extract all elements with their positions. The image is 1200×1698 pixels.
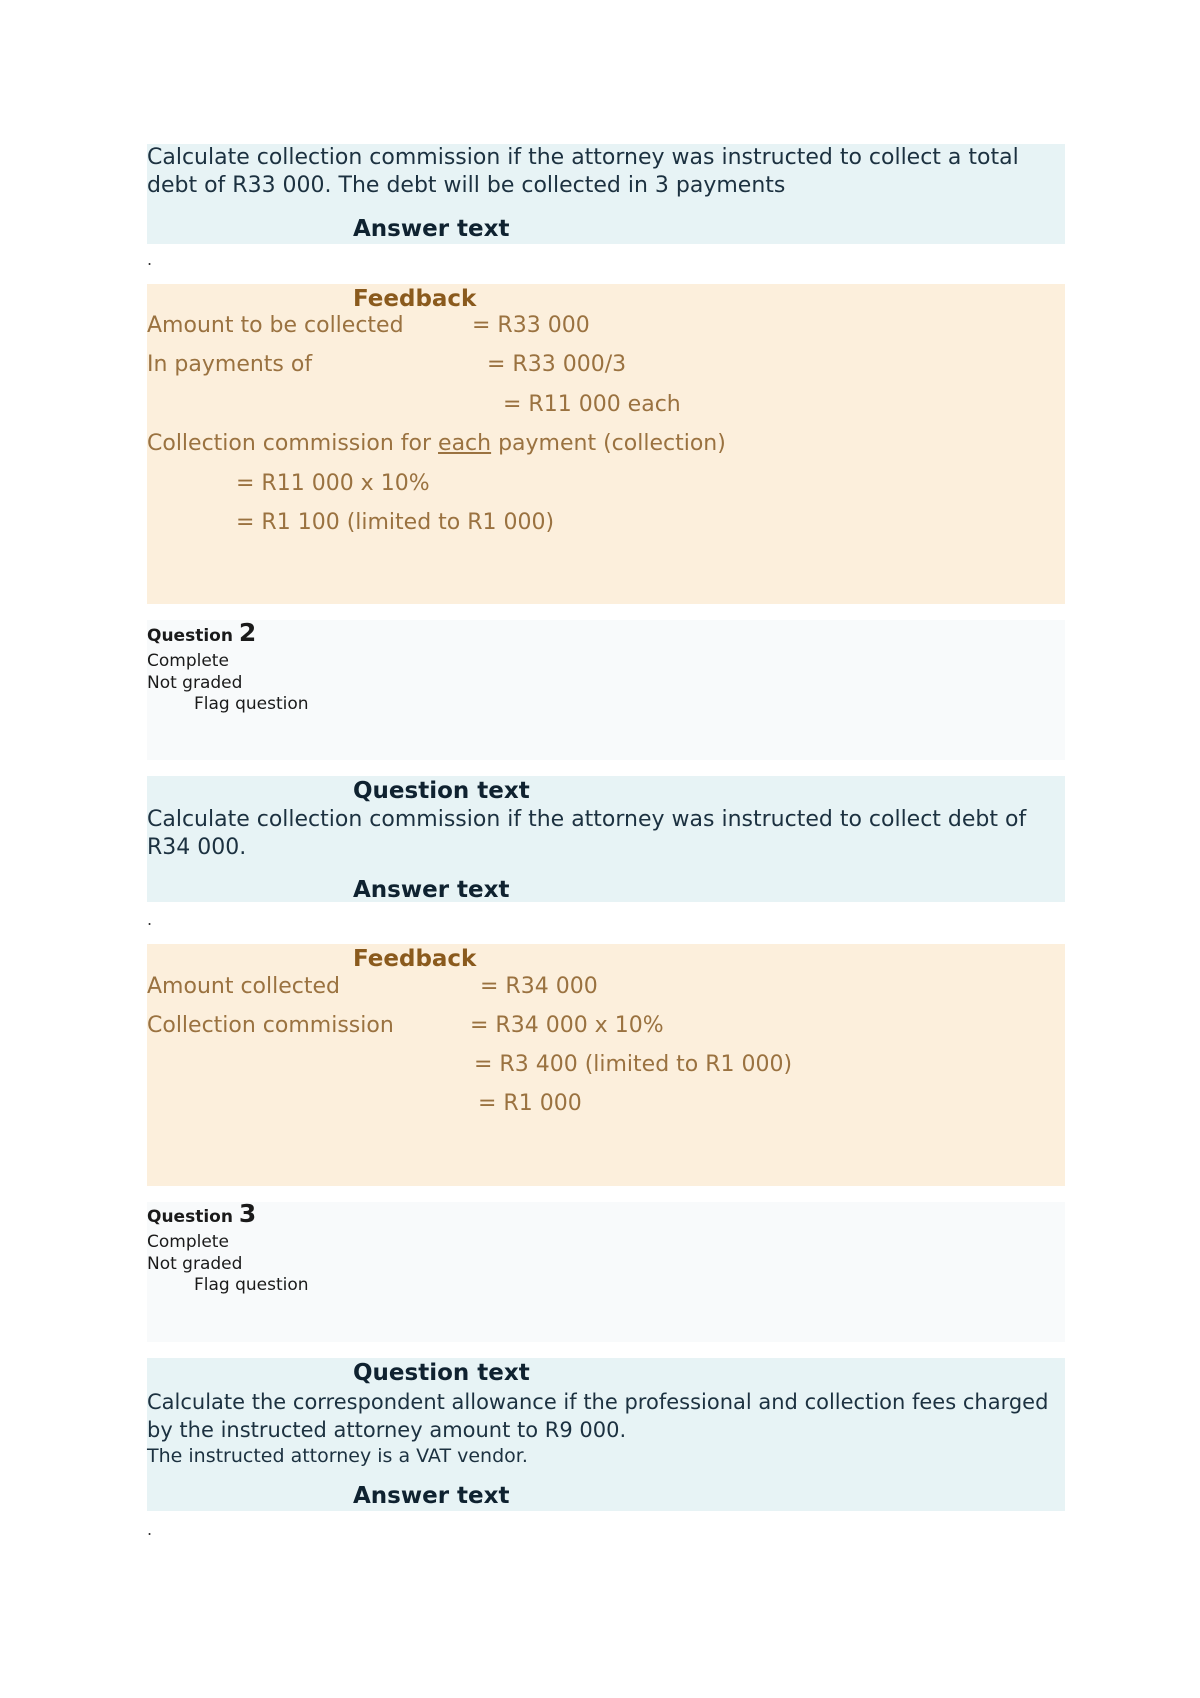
question3-info-panel [147,1202,1065,1342]
feedback2-row1-label: Amount collected [147,974,340,999]
question3-label: Question [147,1207,233,1227]
question3-flag-question-link[interactable]: Flag question [194,1275,309,1295]
question2-status: Complete [147,651,229,671]
question2-grade: Not graded [147,673,243,693]
question3-answer-value: . [147,1520,153,1539]
question2-answer-heading: Answer text [353,877,510,903]
question2-text: Calculate collection commission if the attorney was instructed to collect debt of R34 000. [147,807,1027,860]
feedback2-row1-value: = R34 000 [480,974,598,999]
feedback2-row3-value: = R3 400 (limited to R1 000) [474,1052,793,1077]
feedback1-row3-value: = R11 000 each [503,392,681,417]
question1-feedback-heading: Feedback [353,286,477,312]
question2-info-panel [147,620,1065,760]
question2-number [147,618,257,647]
question2-text-heading: Question text [353,778,530,804]
feedback1-row4-post: payment (collection) [491,431,726,456]
question1-answer-heading: Answer text [353,216,510,242]
feedback1-row4 [147,429,726,459]
question3-status: Complete [147,1232,229,1252]
feedback2-row2-label: Collection commission [147,1013,394,1038]
question3-text-heading: Question text [353,1360,530,1386]
question2-flag-question-link[interactable]: Flag question [194,694,309,714]
feedback1-row2-label: In payments of [147,352,313,377]
question1-text: Calculate collection commission if the attorney was instructed to collect a total debt of R33 000. The debt will be collected in 3 payments [147,145,1019,198]
feedback1-row5-value: = R11 000 x 10% [236,471,430,496]
question3-number-value: 3 [238,1199,257,1228]
question3-text-line2: The instructed attorney is a VAT vendor. [147,1445,528,1467]
question3-text-line1: Calculate the correspondent allowance if the professional and collection fees charged by the instructed attorney amount to R9 000. [147,1390,1049,1442]
question2-label: Question [147,626,233,646]
feedback2-row2-value: = R34 000 x 10% [470,1013,664,1038]
feedback1-row4-pre: Collection commission for [147,431,439,456]
feedback1-row6-value: = R1 100 (limited to R1 000) [236,510,555,535]
question3-number [147,1199,257,1228]
feedback1-row4-emphasis: each [438,431,492,456]
question2-answer-value: . [147,910,153,929]
feedback1-row2-value: = R33 000/3 [487,352,627,377]
question2-feedback-heading: Feedback [353,946,477,972]
question2-number-value: 2 [238,618,257,647]
feedback2-row4-value: = R1 000 [478,1091,582,1116]
question3-answer-heading: Answer text [353,1483,510,1509]
question3-grade: Not graded [147,1254,243,1274]
feedback1-row1-label: Amount to be collected [147,313,404,338]
feedback1-row1-value: = R33 000 [472,313,590,338]
question1-answer-value: . [147,250,153,269]
